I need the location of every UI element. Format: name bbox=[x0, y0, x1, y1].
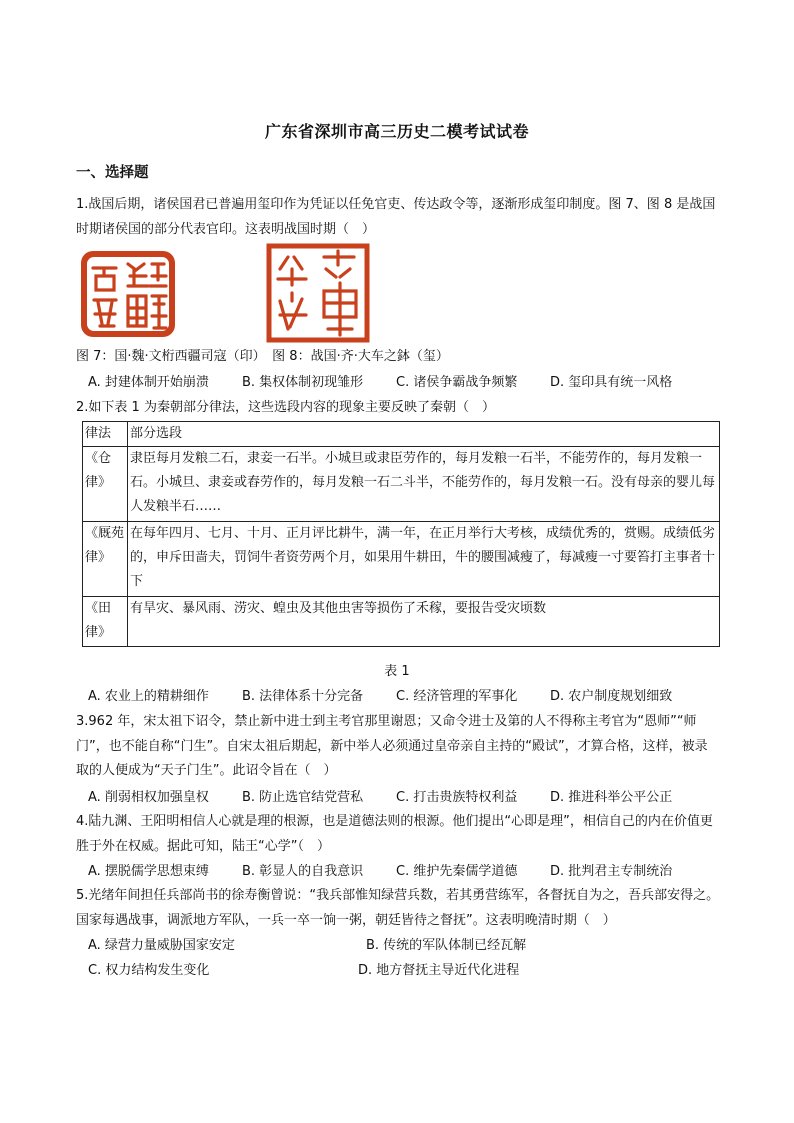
question-1-stem: 1.战国后期，诸侯国君已普遍用玺印作为凭证以任免官吏、传达政令等，逐渐形成玺印制度。图 7、图 8 是战国时期诸侯国的部分代表官印。这表明战国时期（ ） bbox=[76, 197, 716, 237]
option-b[interactable]: B. 防止选官结党营私 bbox=[242, 790, 364, 805]
question-3-options bbox=[88, 786, 728, 810]
table-header-row bbox=[83, 422, 720, 447]
table-caption: 表 1 bbox=[384, 664, 410, 679]
option-b[interactable]: B. 传统的军队体制已经瓦解 bbox=[366, 938, 527, 953]
law-table bbox=[82, 421, 720, 647]
table-cell-excerpt: 隶臣每月发粮二石，隶妾一石半。小城旦或隶臣劳作的，每月发粮一石半，不能劳作的，每月发粮一石。小城旦、隶妾或舂劳作的，每月发粮一石二斗半，不能劳作的，每月发粮一石。没有母亲的婴儿每人发粮半石…… bbox=[128, 447, 720, 522]
option-c[interactable]: C. 诸侯争霸战争频繁 bbox=[396, 375, 518, 390]
question-2-options bbox=[88, 685, 728, 709]
option-a[interactable]: A. 绿营力量威胁国家安定 bbox=[88, 938, 235, 953]
option-d[interactable]: D. 批判君主专制统治 bbox=[550, 864, 673, 879]
question-5-options-row-2 bbox=[88, 959, 728, 983]
table-cell-excerpt: 有旱灾、暴风雨、涝灾、蝗虫及其他虫害等损伤了禾稼，要报告受灾顷数 bbox=[128, 597, 720, 647]
option-a[interactable]: A. 摆脱儒学思想束缚 bbox=[88, 864, 209, 879]
option-d[interactable]: D. 玺印具有统一风格 bbox=[550, 375, 673, 390]
question-1-options bbox=[88, 371, 728, 395]
question-3-stem: 3.962 年，宋太祖下诏令，禁止新中进士到主考官那里谢恩；又命令进士及第的人不得称主考官为“恩师”“师门”，也不能自称“门生”。自宋太祖后期起，新中举人必须通过皇帝亲自主持的“殿试”，才算合格，这样，被录取的人便成为“天子门生”。此诏令旨在（ ） bbox=[76, 714, 708, 778]
option-b[interactable]: B. 法律体系十分完备 bbox=[242, 689, 364, 704]
option-d[interactable]: D. 推进科举公平公正 bbox=[550, 790, 673, 805]
seal-image-figure-8 bbox=[266, 243, 370, 343]
question-5-options-row-1 bbox=[88, 934, 728, 958]
table-row bbox=[83, 447, 720, 522]
option-c[interactable]: C. 权力结构发生变化 bbox=[88, 963, 210, 978]
section-heading: 一、选择题 bbox=[76, 165, 149, 181]
question-2-stem: 2.如下表 1 为秦朝部分律法，这些选段内容的现象主要反映了秦朝（ ） bbox=[76, 400, 495, 415]
table-cell-law: 《厩苑律》 bbox=[83, 522, 128, 597]
option-c[interactable]: C. 经济管理的军事化 bbox=[396, 689, 518, 704]
option-b[interactable]: B. 彰显人的自我意识 bbox=[242, 864, 364, 879]
option-d[interactable]: D. 地方督抚主导近代化进程 bbox=[358, 963, 520, 978]
option-c[interactable]: C. 打击贵族特权利益 bbox=[396, 790, 518, 805]
table-row bbox=[83, 597, 720, 647]
question-4-options bbox=[88, 860, 728, 884]
table-cell-law: 《田律》 bbox=[83, 597, 128, 647]
option-b[interactable]: B. 集权体制初现雏形 bbox=[242, 375, 364, 390]
seal-image-figure-7 bbox=[76, 246, 180, 342]
option-a[interactable]: A. 封建体制开始崩溃 bbox=[88, 375, 209, 390]
option-a[interactable]: A. 削弱相权加强皇权 bbox=[88, 790, 209, 805]
table-header-cell: 部分选段 bbox=[128, 422, 720, 447]
table-header-cell: 律法 bbox=[83, 422, 128, 447]
table-cell-law: 《仓律》 bbox=[83, 447, 128, 522]
option-d[interactable]: D. 农户制度规划细致 bbox=[550, 689, 673, 704]
figure-caption: 图 7：国·魏·文桁西疆司寇（印） 图 8：战国·齐·大车之鉢（玺） bbox=[76, 349, 449, 364]
option-a[interactable]: A. 农业上的精耕细作 bbox=[88, 689, 209, 704]
question-4-stem: 4.陆九渊、王阳明相信人心就是理的根源，也是道德法则的根源。他们提出“心即是理”，相信自己的内在价值更胜于外在权威。据此可知，陆王“心学”（ ） bbox=[76, 814, 713, 854]
page-title: 广东省深圳市高三历史二模考试试卷 bbox=[264, 122, 529, 141]
option-c[interactable]: C. 维护先秦儒学道德 bbox=[396, 864, 518, 879]
table-row bbox=[83, 522, 720, 597]
table-cell-excerpt: 在每年四月、七月、十月、正月评比耕牛，满一年，在正月举行大考核，成绩优秀的，赏赐。成绩低劣的，申斥田啬夫，罚饲牛者资劳两个月，如果用牛耕田，牛的腰围减瘦了，每减瘦一寸要笞打主事者十下 bbox=[128, 522, 720, 597]
question-5-stem: 5.光绪年间担任兵部尚书的徐寿衡曾说：“我兵部惟知绿营兵数，若其勇营练军，各督抚自为之，吾兵部安得之。国家每遇战事，调派地方军队，一兵一卒一饷一粥，朝廷皆待之督抚”。这表明晚清时期（ ） bbox=[76, 888, 720, 928]
